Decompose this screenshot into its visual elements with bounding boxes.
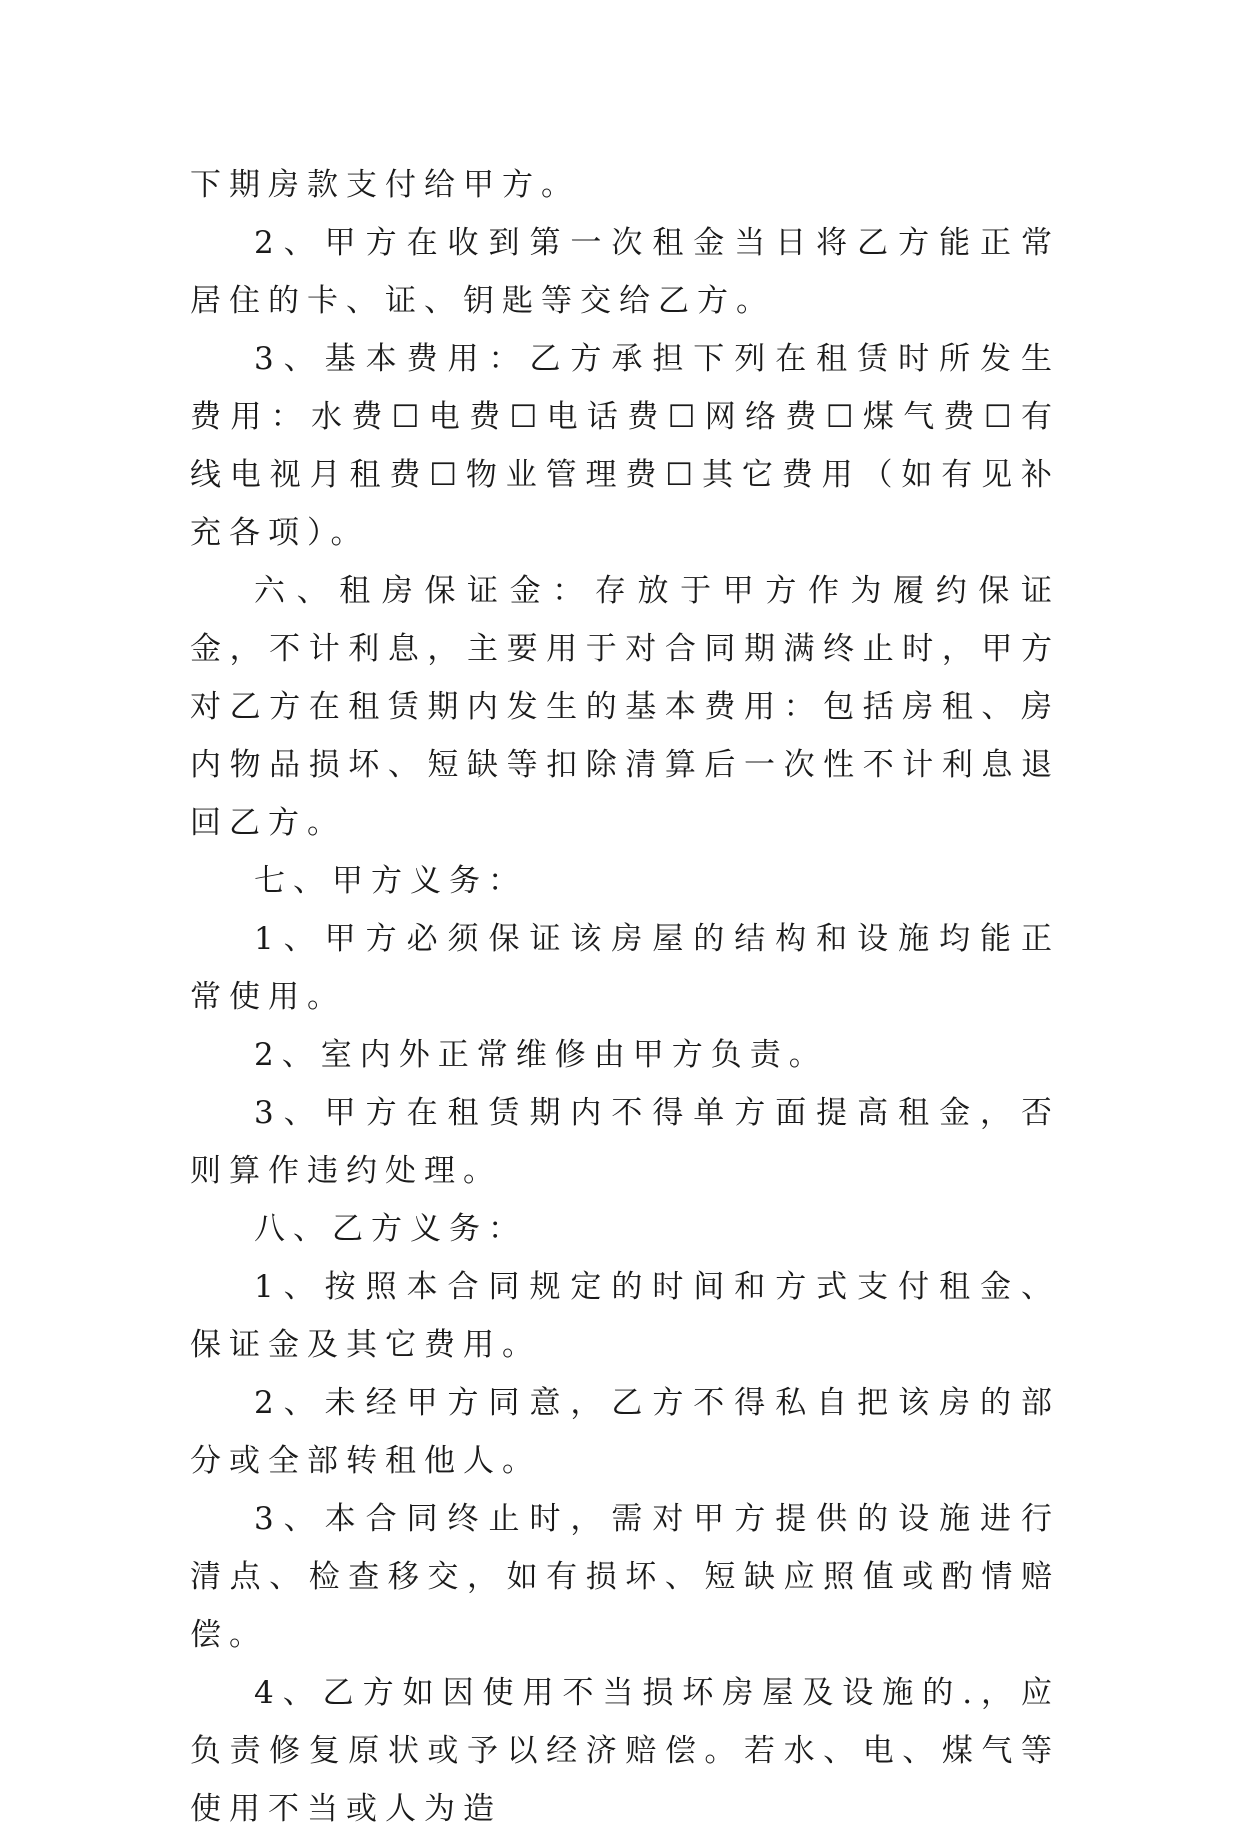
paragraph: 2、甲方在收到第一次租金当日将乙方能正常居住的卡、证、钥匙等交给乙方。 — [190, 225, 1060, 319]
paragraph: 2、未经甲方同意，乙方不得私自把该房的部分或全部转租他人。 — [190, 1385, 1060, 1479]
document-body — [190, 156, 1060, 1838]
paragraph: 3、本合同终止时，需对甲方提供的设施进行清点、检查移交，如有损坏、短缺应照值或酌情赔偿。 — [190, 1501, 1060, 1653]
paragraph: 3、基本费用：乙方承担下列在租赁时所发生费用：水费☐电费☐电话费☐网络费☐煤气费☐有线电视月租费☐物业管理费☐其它费用（如有见补充各项）。 — [190, 341, 1060, 551]
paragraph: 4、乙方如因使用不当损坏房屋及设施的.，应负责修复原状或予以经济赔偿。若水、电、煤气等使用不当或人为造 — [190, 1675, 1060, 1827]
paragraph: 2、室内外正常维修由甲方负责。 — [254, 1037, 828, 1073]
paragraph: 七、甲方义务： — [254, 863, 527, 899]
paragraph: 八、乙方义务： — [254, 1211, 527, 1247]
paragraph: 3、甲方在租赁期内不得单方面提高租金，否则算作违约处理。 — [190, 1095, 1060, 1189]
paragraph: 1、甲方必须保证该房屋的结构和设施均能正常使用。 — [190, 921, 1060, 1015]
paragraph: 下期房款支付给甲方。 — [190, 167, 580, 203]
paragraph: 1、按照本合同规定的时间和方式支付租金、保证金及其它费用。 — [190, 1269, 1060, 1363]
paragraph: 六、租房保证金：存放于甲方作为履约保证金，不计利息，主要用于对合同期满终止时，甲方对乙方在租赁期内发生的基本费用：包括房租、房内物品损坏、短缺等扣除清算后一次性不计利息退回乙方。 — [190, 573, 1060, 841]
